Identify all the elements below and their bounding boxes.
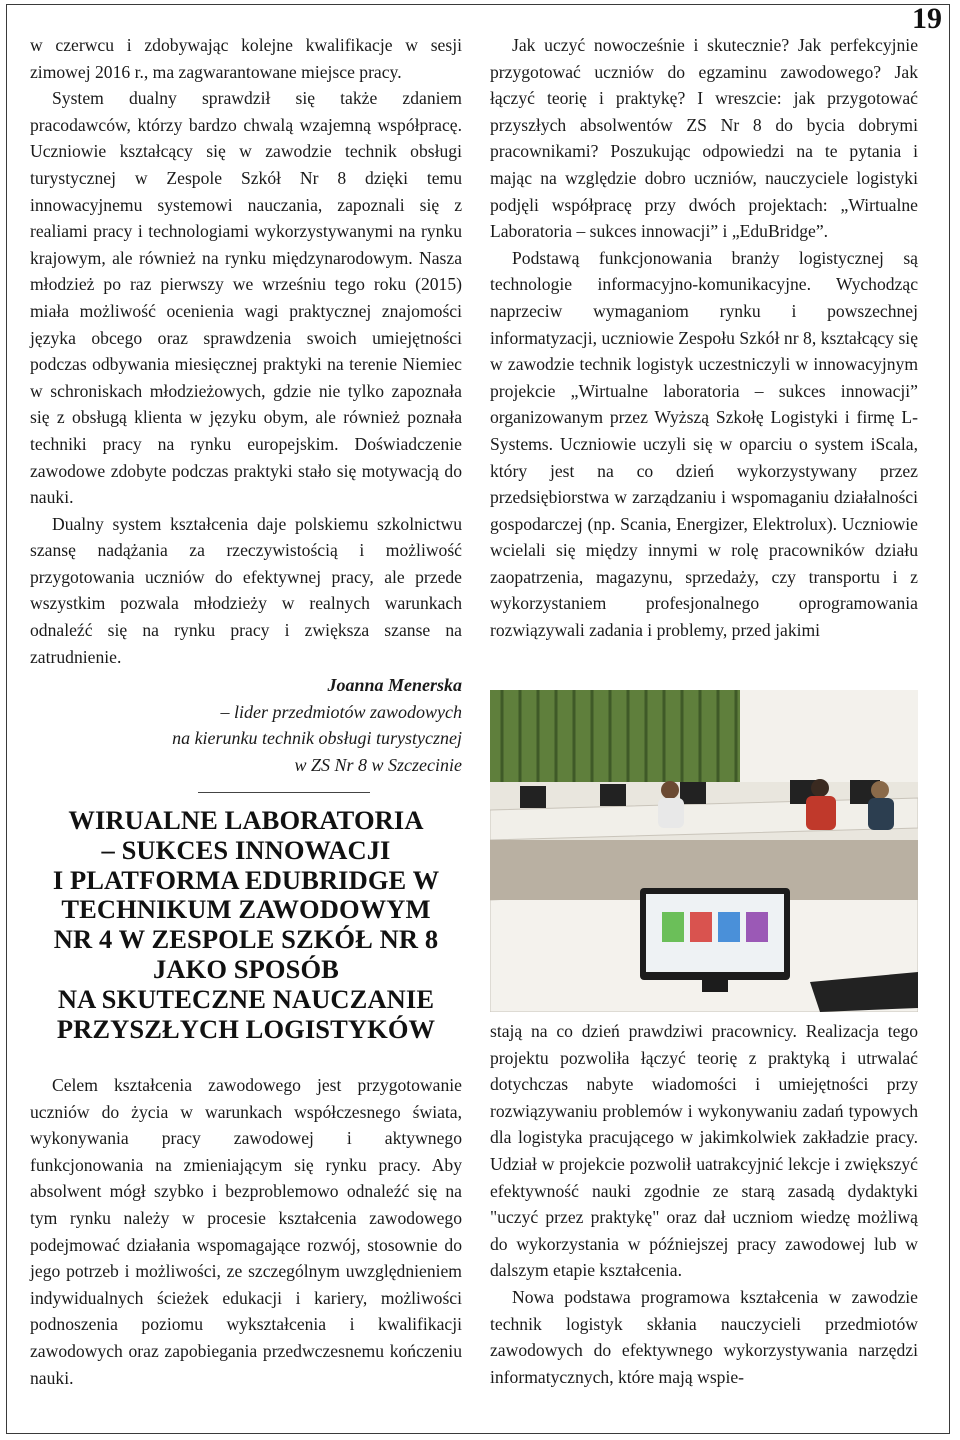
paragraph: Podstawą funkcjonowania branży logistycznej są technologie informacyjno-komunikacyjne. Wychodząc naprzeciw wymaganiom rynku i powszechnej informatyzacji, uczniowie Zespołu Szkół nr 8, kształcący się w zawodzie technik logistyk uczestniczyli w innowacyjnym projekcie „Wirtualne laboratoria – sukces innowacji” organizowanym przez Wyższą Szkołę Logistyki i firmę L-Systems. Uczniowie uczyli się w oparciu o system iScala, który jest na co dzień wykorzystywany przez przedsiębiorstwa w zarządzaniu i wspomaganiu działalności gospodarczej (np. Scania, Energizer, Elektrolux). Uczniowie wcielali się między innymi w rolę pracowników działu zaopatrzenia, magazynu, sprzedaży, czy transportu i z wykorzystaniem profesjonalnego oprogramowania rozwiązywali zadania i problemy, przed jakimi (490, 247, 918, 641)
left-column-top (30, 32, 462, 670)
right-column-top (490, 32, 918, 644)
signature (30, 672, 462, 778)
section-divider (198, 792, 370, 793)
photo-tile (718, 912, 740, 942)
heading-line: – SUKCES INNOWACJI (101, 834, 391, 865)
paragraph: System dualny sprawdził się także zdaniem pracodawców, którzy bardzo chwalą wzajemną współpracę. Uczniowie kształcący się w zawodzie technik obsługi turystycznej w Zespole Szkół Nr 8 dzięki temu innowacyjnemu systemowi nauczania, zapoznali się z realiami pracy i technologiami wykorzystywanymi na rynku krajowym, ale również na rynku międzynarodowym. Nasza młodzież po raz pierwszy we wrześniu tego roku (2015) miała możliwość ocenienia wagi praktycznej znajomości języka obcego oraz sprawdzenia swoich umiejętności podczas odbywania miesięcznej praktyki na terenie Niemiec w schroniskach młodzieżowych, gdzie nie tylko zapoznała się z obsługą klienta w języku obym, ale również poznała techniki pracy na rynku europejskim. Doświadczenie zawodowe zdobyte podczas praktyki stało się motywacją do nauki. (30, 88, 462, 508)
paragraph: Dualny system kształcenia daje polskiemu szkolnictwu szansę nadążania za rzeczywistością i możliwość przygotowania uczniów do efektywnej pracy, ale przede wszystkim pozwala młodzieży w realnych warunkach odnaleźć się na rynku pracy i zwiększa szanse na zatrudnienie. (30, 513, 462, 667)
heading-line: TECHNIKUM ZAWODOWYM (61, 894, 431, 925)
author-role: – lider przedmiotów zawodowych (220, 701, 462, 722)
classroom-photo (490, 690, 918, 1012)
right-column-bottom (490, 1018, 918, 1390)
heading-line: I PLATFORMA EDUBRIDGE W (52, 864, 440, 895)
author-role: w ZS Nr 8 w Szczecinie (294, 754, 462, 775)
author-name: Joanna Menerska (327, 675, 462, 695)
left-column-bottom (30, 1072, 462, 1391)
author-role: na kierunku technik obsługi turystycznej (172, 728, 462, 749)
paragraph: Jak uczyć nowocześnie i skutecznie? Jak perfekcyjnie przygotować uczniów do egzaminu zawodowego? Jak łączyć teorię i praktykę? I wreszcie: jak przygotować przyszłych absolwentów ZS Nr 8 do bycia dobrymi pracownikami? Poszukując odpowiedzi na te pytania i mając na względzie dobro uczniów, nauczyciele logistyki podjęli współpracę przy dwóch projektach: „Wirtualne Laboratoria – sukces innowacji” i „EduBridge”. (490, 35, 918, 242)
page-number: 19 (912, 2, 942, 35)
heading-line: NR 4 W ZESPOLE SZKÓŁ NR 8 (53, 924, 439, 955)
heading-line: NA SKUTECZNE NAUCZANIE (57, 983, 435, 1014)
paragraph: stają na co dzień prawdziwi pracownicy. Realizacja tego projektu pozwoliła łączyć teorię z praktyką i utrwalać dotychczas nabyte wiadomości i umiejętności przy rozwiązywaniu problemów i wykonywaniu zadań typowych dla logistyka pracującego w jakimkolwiek zakładzie pracy. Udział w projekcie pozwolił uatrakcyjnić lekcje i zwiększyć efektywność nauki zgodnie ze starą zasadą dydaktyki "uczyć przez praktykę" oraz dał uczniom wiedzę możliwą do wykorzystania w późniejszej pracy zawodowej lub w dalszym etapie kształcenia. (490, 1021, 918, 1281)
heading-line: PRZYSZŁYCH LOGISTYKÓW (56, 1013, 436, 1044)
paragraph: Nowa podstawa programowa kształcenia w zawodzie technik logistyk skłania nauczycieli przedmiotów zawodowych do efektywnego wykorzystywania narzędzi informatycznych, które mają wspie- (490, 1286, 918, 1387)
photo-tile (746, 912, 768, 942)
photo-curtain (490, 690, 740, 782)
paragraph: w czerwcu i zdobywając kolejne kwalifikacje w sesji zimowej 2016 r., ma zagwarantowane miejsce pracy. (30, 35, 462, 82)
article-heading (30, 806, 462, 1044)
classroom-photo-illustration (490, 690, 918, 1012)
heading-line: JAKO SPOSÓB (153, 953, 339, 984)
photo-tile (662, 912, 684, 942)
heading-line: WIRUALNE LABORATORIA (68, 805, 424, 835)
photo-tile (690, 912, 712, 942)
paragraph: Celem kształcenia zawodowego jest przygotowanie uczniów do życia w warunkach współczesnego świata, wykonywania pracy zawodowej i aktywnego funkcjonowania na zmieniającym się rynku pracy. Aby absolwent mógł szybko i bezproblemowo odnaleźć się na tym rynku należy w procesie kształcenia zawodowego podejmować działania wspomagające rozwój, stosownie do jego potrzeb i możliwości, ze szczególnym uwzględnieniem indywidualnych ścieżek edukacji i kariery, możliwości podnoszenia poziomu wykształcenia i kwalifikacji zawodowych oraz zapobiegania przedwczesnemu kończeniu nauki. (30, 1075, 462, 1388)
